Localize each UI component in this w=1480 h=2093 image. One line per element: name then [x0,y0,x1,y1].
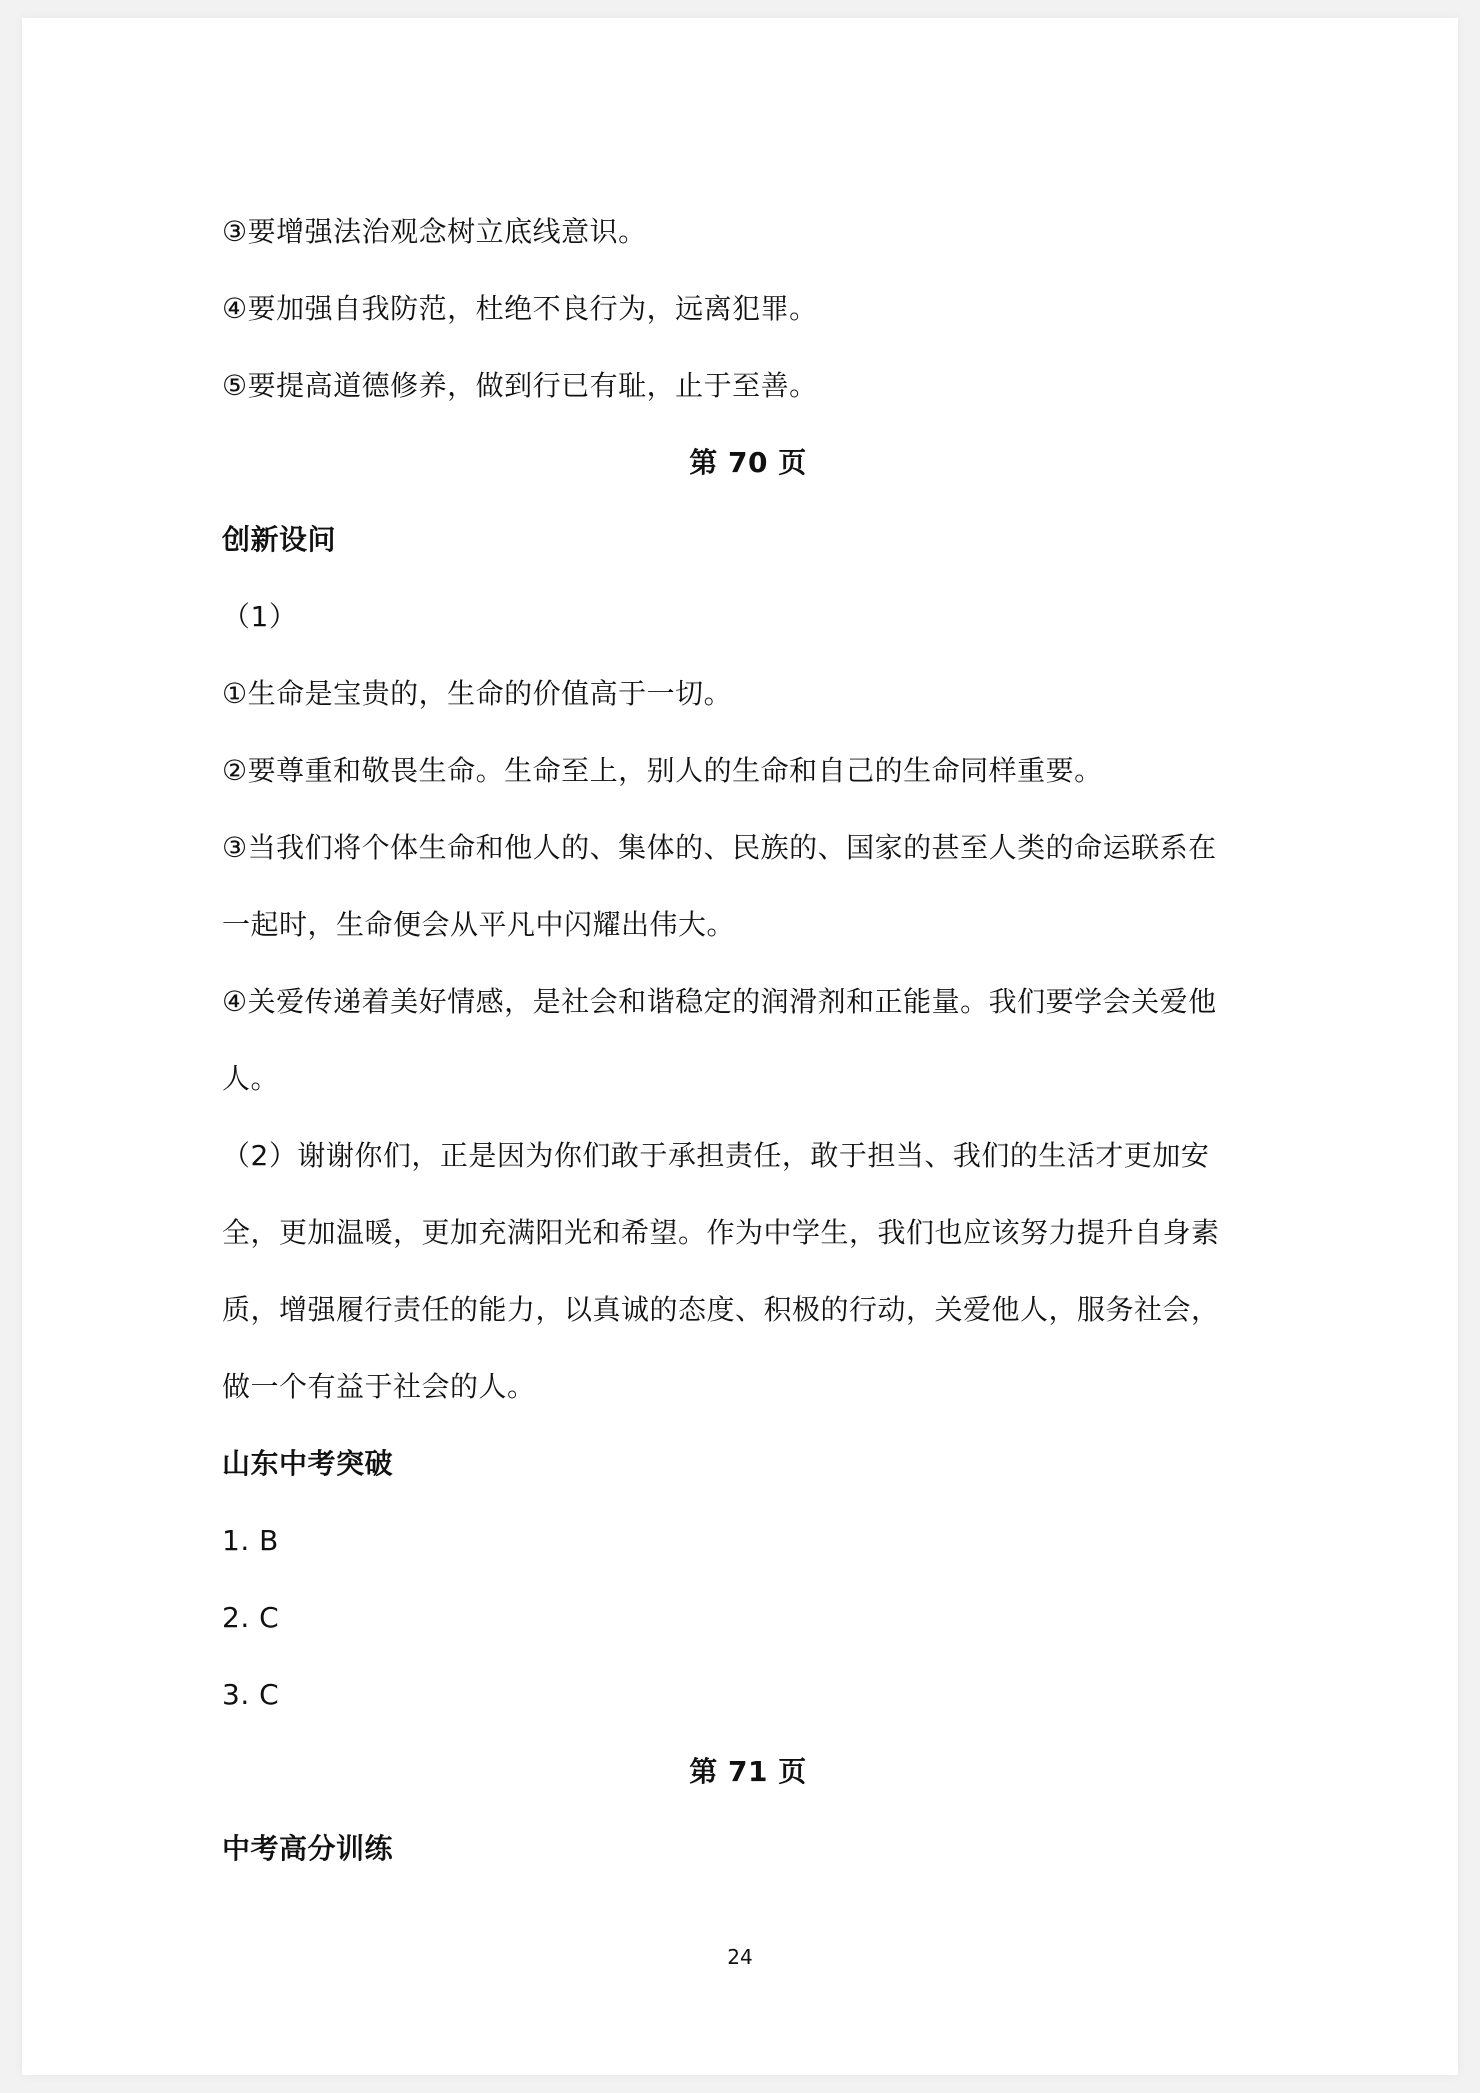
document-content [222,193,1274,1887]
q2-answer-line: 做一个有益于社会的人。 [222,1370,536,1403]
document-page [22,18,1458,2075]
point-3-line: ③要增强法治观念树立底线意识。 [222,215,647,248]
q1-point-line: ②要尊重和敬畏生命。生命至上，别人的生命和自己的生命同样重要。 [222,754,1103,787]
q1-point-line: 人。 [222,1062,280,1095]
answer-item: 2. C [222,1601,280,1634]
q2-answer-line: 全，更加温暖，更加充满阳光和希望。作为中学生，我们也应该努力提升自身素 [222,1216,1220,1249]
section-innovative-heading: 创新设问 [222,523,337,556]
page-71-heading: 第 71 页 [689,1755,807,1788]
page-number: 24 [727,1945,753,1969]
point-5-line: ⑤要提高道德修养，做到行已有耻，止于至善。 [222,369,818,402]
section-shandong-heading: 山东中考突破 [222,1447,394,1480]
q1-point-line: 一起时，生命便会从平凡中闪耀出伟大。 [222,908,736,941]
page-70-heading: 第 70 页 [689,446,807,479]
q1-point-line: ①生命是宝贵的，生命的价值高于一切。 [222,677,733,710]
answer-item: 1. B [222,1524,279,1557]
point-4-line: ④要加强自我防范，杜绝不良行为，远离犯罪。 [222,292,818,325]
answer-item: 3. C [222,1678,280,1711]
section-training-heading: 中考高分训练 [222,1832,394,1865]
question-1-label: （1） [222,600,298,633]
q1-point-line: ④关爱传递着美好情感，是社会和谐稳定的润滑剂和正能量。我们要学会关爱他 [222,985,1217,1018]
q2-answer-line: （2）谢谢你们，正是因为你们敢于承担责任，敢于担当、我们的生活才更加安 [222,1139,1210,1172]
q1-point-line: ③当我们将个体生命和他人的、集体的、民族的、国家的甚至人类的命运联系在 [222,831,1217,864]
q2-answer-line: 质，增强履行责任的能力，以真诚的态度、积极的行动，关爱他人，服务社会， [222,1293,1220,1326]
